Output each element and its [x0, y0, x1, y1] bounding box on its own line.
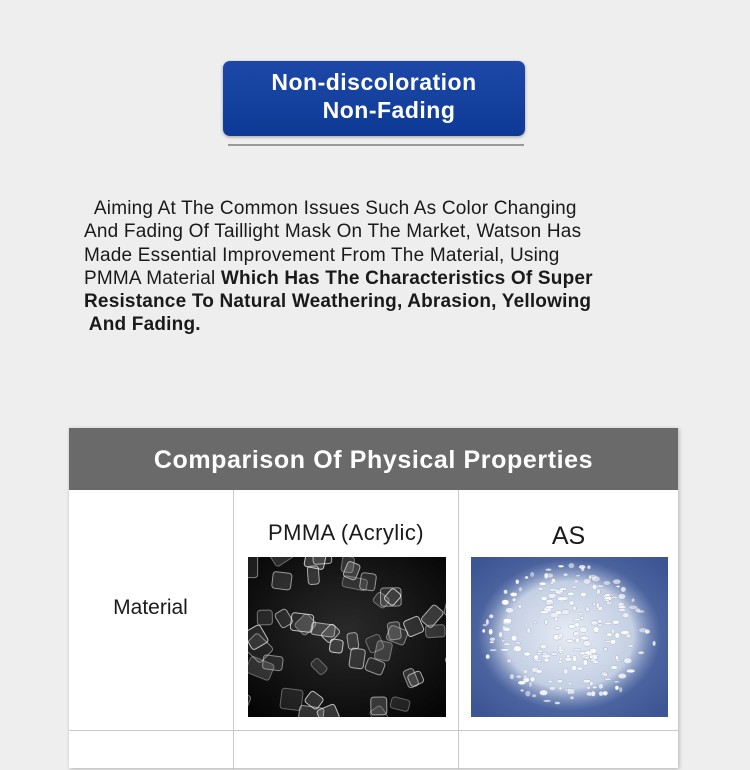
headline-line-1: Non-discoloration: [271, 69, 477, 95]
intro-paragraph: [84, 197, 684, 337]
as-granules-photo: [471, 557, 668, 717]
intro-regular-text: PMMA Material: [84, 267, 221, 289]
column-title-pmma: PMMA (Acrylic): [268, 520, 424, 545]
row-divider: [69, 730, 678, 731]
table-title: Comparison Of Physical Properties: [69, 428, 678, 490]
intro-line: Made Essential Improvement From The Material, Using: [84, 244, 560, 266]
pmma-pellets-photo: [248, 557, 446, 717]
intro-line: And Fading Of Taillight Mask On The Market, Watson Has: [84, 221, 582, 243]
intro-line: Aiming At The Common Issues Such As Color Changing: [84, 198, 577, 219]
intro-bold-text: Which Has The Characteristics Of Super: [220, 267, 593, 289]
intro-bold-text: Resistance To Natural Weathering, Abrasion, Yellowing: [84, 291, 592, 313]
comparison-table: [69, 428, 678, 768]
intro-bold-text: And Fading.: [84, 314, 201, 336]
intro-line: [84, 313, 684, 336]
headline-divider: [228, 144, 524, 146]
column-title-as: AS: [551, 522, 586, 550]
headline-line-2: Non-Fading: [322, 97, 456, 123]
intro-line: [84, 267, 684, 290]
intro-line: [84, 290, 684, 313]
headline-badge: [223, 61, 525, 136]
row-label-material: Material: [113, 596, 188, 619]
